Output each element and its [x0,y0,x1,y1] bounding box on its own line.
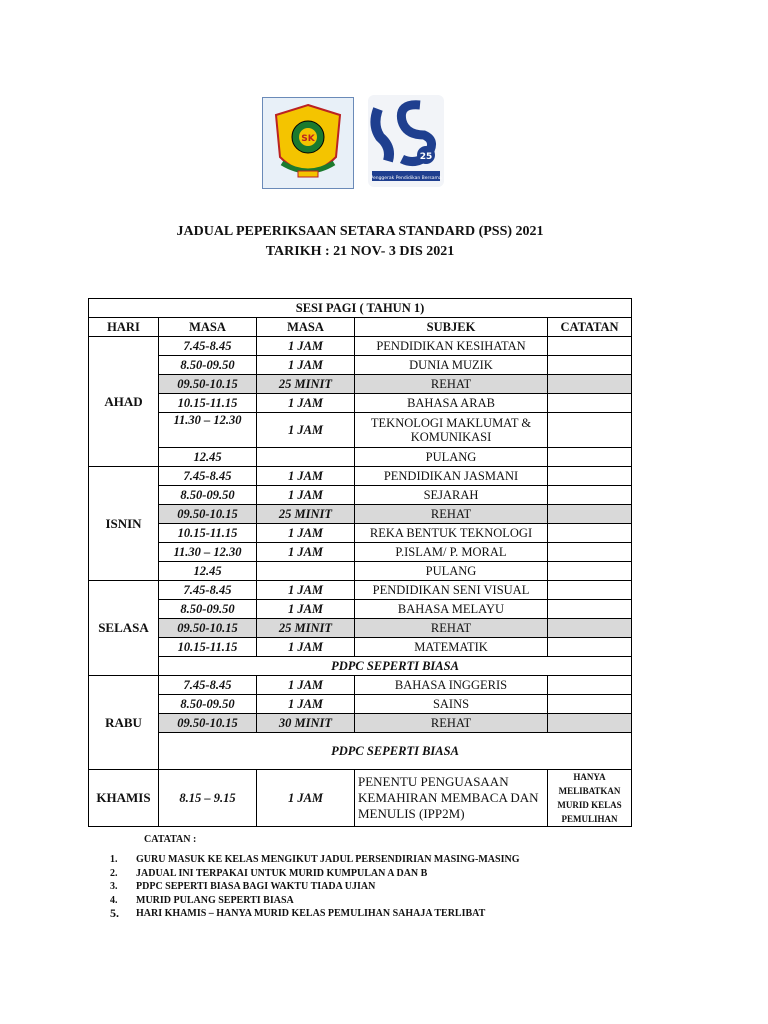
day-cell: ISNIN [89,467,159,581]
duration-cell: 25 MINIT [257,619,355,638]
table-row [89,600,632,619]
svg-text:25: 25 [419,152,433,162]
note-item [110,894,519,908]
note-number: 1. [110,854,118,865]
subject-cell: P.ISLAM/ P. MORAL [355,543,548,562]
subject-cell: PENDIDIKAN SENI VISUAL [355,581,548,600]
subject-cell: REKA BENTUK TEKNOLOGI [355,524,548,543]
note-cell [548,337,632,356]
time-cell: 10.15-11.15 [159,638,257,657]
table-row [89,413,632,448]
session-title: SESI PAGI ( TAHUN 1) [89,299,632,318]
note-cell [548,524,632,543]
note-number: 5. [110,906,119,921]
duration-cell: 1 JAM [257,337,355,356]
header-subjek: SUBJEK [355,318,548,337]
notes-title: CATATAN : [144,834,197,845]
table-row [89,543,632,562]
duration-cell: 1 JAM [257,394,355,413]
time-cell: 8.50-09.50 [159,600,257,619]
pdpc-cell: PDPC SEPERTI BIASA [159,733,632,770]
header-hari: HARI [89,318,159,337]
day-cell: SELASA [89,581,159,676]
note-text: PDPC SEPERTI BIASA BAGI WAKTU TIADA UJIAN [136,881,376,893]
day-cell: KHAMIS [89,770,159,827]
duration-cell: 1 JAM [257,770,355,827]
subject-cell: BAHASA MELAYU [355,600,548,619]
svg-text:SK: SK [301,134,315,144]
note-cell [548,356,632,375]
table-row [89,714,632,733]
note-cell [548,486,632,505]
duration-cell: 1 JAM [257,695,355,714]
time-cell: 12.45 [159,562,257,581]
note-item [110,907,519,921]
pss-logo [368,95,444,187]
table-row [89,619,632,638]
pdpc-row [89,733,632,770]
time-cell: 11.30 – 12.30 [159,413,257,448]
notes-list [110,853,519,921]
note-item [110,880,519,894]
time-cell: 8.50-09.50 [159,695,257,714]
time-cell: 09.50-10.15 [159,619,257,638]
note-item [110,867,519,881]
title-line-2: TARIKH : 21 NOV- 3 DIS 2021 [265,244,455,259]
table-row [89,562,632,581]
table-row [89,375,632,394]
note-cell: HANYA MELIBATKAN MURID KELAS PEMULIHAN [548,770,632,827]
subject-cell: DUNIA MUZIK [355,356,548,375]
pdpc-row [89,657,632,676]
time-cell: 09.50-10.15 [159,375,257,394]
note-number: 2. [110,867,118,879]
time-cell: 7.45-8.45 [159,337,257,356]
note-cell [548,619,632,638]
note-cell [548,581,632,600]
duration-cell: 1 JAM [257,356,355,375]
note-text: HARI KHAMIS – HANYA MURID KELAS PEMULIHAN SAHAJA TERLIBAT [136,908,486,920]
subject-cell: SAINS [355,695,548,714]
duration-cell: 1 JAM [257,581,355,600]
time-cell: 09.50-10.15 [159,714,257,733]
duration-cell: 1 JAM [257,524,355,543]
duration-cell: 30 MINIT [257,714,355,733]
table-row [89,695,632,714]
subject-cell: REHAT [355,619,548,638]
day-cell: AHAD [89,337,159,467]
table-row [89,770,632,827]
time-cell: 8.15 – 9.15 [159,770,257,827]
note-cell [548,448,632,467]
time-cell: 8.50-09.50 [159,486,257,505]
subject-cell: REHAT [355,375,548,394]
exam-schedule-table [88,298,632,827]
time-cell: 8.50-09.50 [159,356,257,375]
day-cell: RABU [89,676,159,770]
subject-cell: BAHASA INGGERIS [355,676,548,695]
table-row [89,524,632,543]
subject-cell: SEJARAH [355,486,548,505]
time-cell: 12.45 [159,448,257,467]
subject-cell: TEKNOLOGI MAKLUMAT & KOMUNIKASI [355,413,548,448]
duration-cell: 1 JAM [257,676,355,695]
note-cell [548,505,632,524]
table-row [89,467,632,486]
time-cell: 7.45-8.45 [159,581,257,600]
document-title [0,222,720,262]
subject-cell: PENENTU PENGUASAAN KEMAHIRAN MEMBACA DAN MENULIS (IPP2M) [355,770,548,827]
note-cell [548,562,632,581]
note-cell [548,543,632,562]
table-row [89,581,632,600]
header-catatan: CATATAN [548,318,632,337]
note-cell [548,676,632,695]
note-cell [548,695,632,714]
note-cell [548,714,632,733]
time-cell: 7.45-8.45 [159,467,257,486]
note-cell [548,394,632,413]
subject-cell: PULANG [355,448,548,467]
duration-cell: 1 JAM [257,543,355,562]
logos [260,95,450,190]
duration-cell [257,562,355,581]
note-number: 3. [110,881,118,893]
note-cell [548,600,632,619]
table-row [89,356,632,375]
session-row [89,299,632,318]
subject-cell: REHAT [355,505,548,524]
subject-cell: MATEMATIK [355,638,548,657]
subject-cell: PENDIDIKAN JASMANI [355,467,548,486]
note-text: GURU MASUK KE KELAS MENGIKUT JADUL PERSENDIRIAN MASING-MASING [136,854,520,865]
table-row [89,505,632,524]
table-row [89,486,632,505]
title-line-1: JADUAL PEPERIKSAAN SETARA STANDARD (PSS) 2021 [176,224,544,239]
duration-cell: 1 JAM [257,467,355,486]
duration-cell [257,448,355,467]
note-cell [548,467,632,486]
note-item [110,853,519,867]
time-cell: 7.45-8.45 [159,676,257,695]
duration-cell: 1 JAM [257,413,355,448]
table-row [89,638,632,657]
subject-cell: REHAT [355,714,548,733]
note-cell [548,638,632,657]
header-masa-time: MASA [159,318,257,337]
subject-cell: PULANG [355,562,548,581]
time-cell: 09.50-10.15 [159,505,257,524]
duration-cell: 25 MINIT [257,505,355,524]
table-row [89,448,632,467]
note-cell [548,375,632,394]
note-cell [548,413,632,448]
duration-cell: 25 MINIT [257,375,355,394]
duration-cell: 1 JAM [257,600,355,619]
time-cell: 11.30 – 12.30 [159,543,257,562]
pss-caption: Penggerak Pendidikan Bersama [370,176,442,181]
time-cell: 10.15-11.15 [159,524,257,543]
note-number: 4. [110,894,118,906]
duration-cell: 1 JAM [257,486,355,505]
table-row [89,394,632,413]
school-logo [262,97,354,189]
duration-cell: 1 JAM [257,638,355,657]
note-text: MURID PULANG SEPERTI BIASA [136,894,294,906]
note-text: JADUAL INI TERPAKAI UNTUK MURID KUMPULAN A DAN B [136,867,428,879]
pdpc-cell: PDPC SEPERTI BIASA [159,657,632,676]
header-row [89,318,632,337]
subject-cell: PENDIDIKAN KESIHATAN [355,337,548,356]
table-row [89,676,632,695]
table-row [89,337,632,356]
notes-section [110,834,519,921]
header-masa-duration: MASA [257,318,355,337]
subject-cell: BAHASA ARAB [355,394,548,413]
time-cell: 10.15-11.15 [159,394,257,413]
